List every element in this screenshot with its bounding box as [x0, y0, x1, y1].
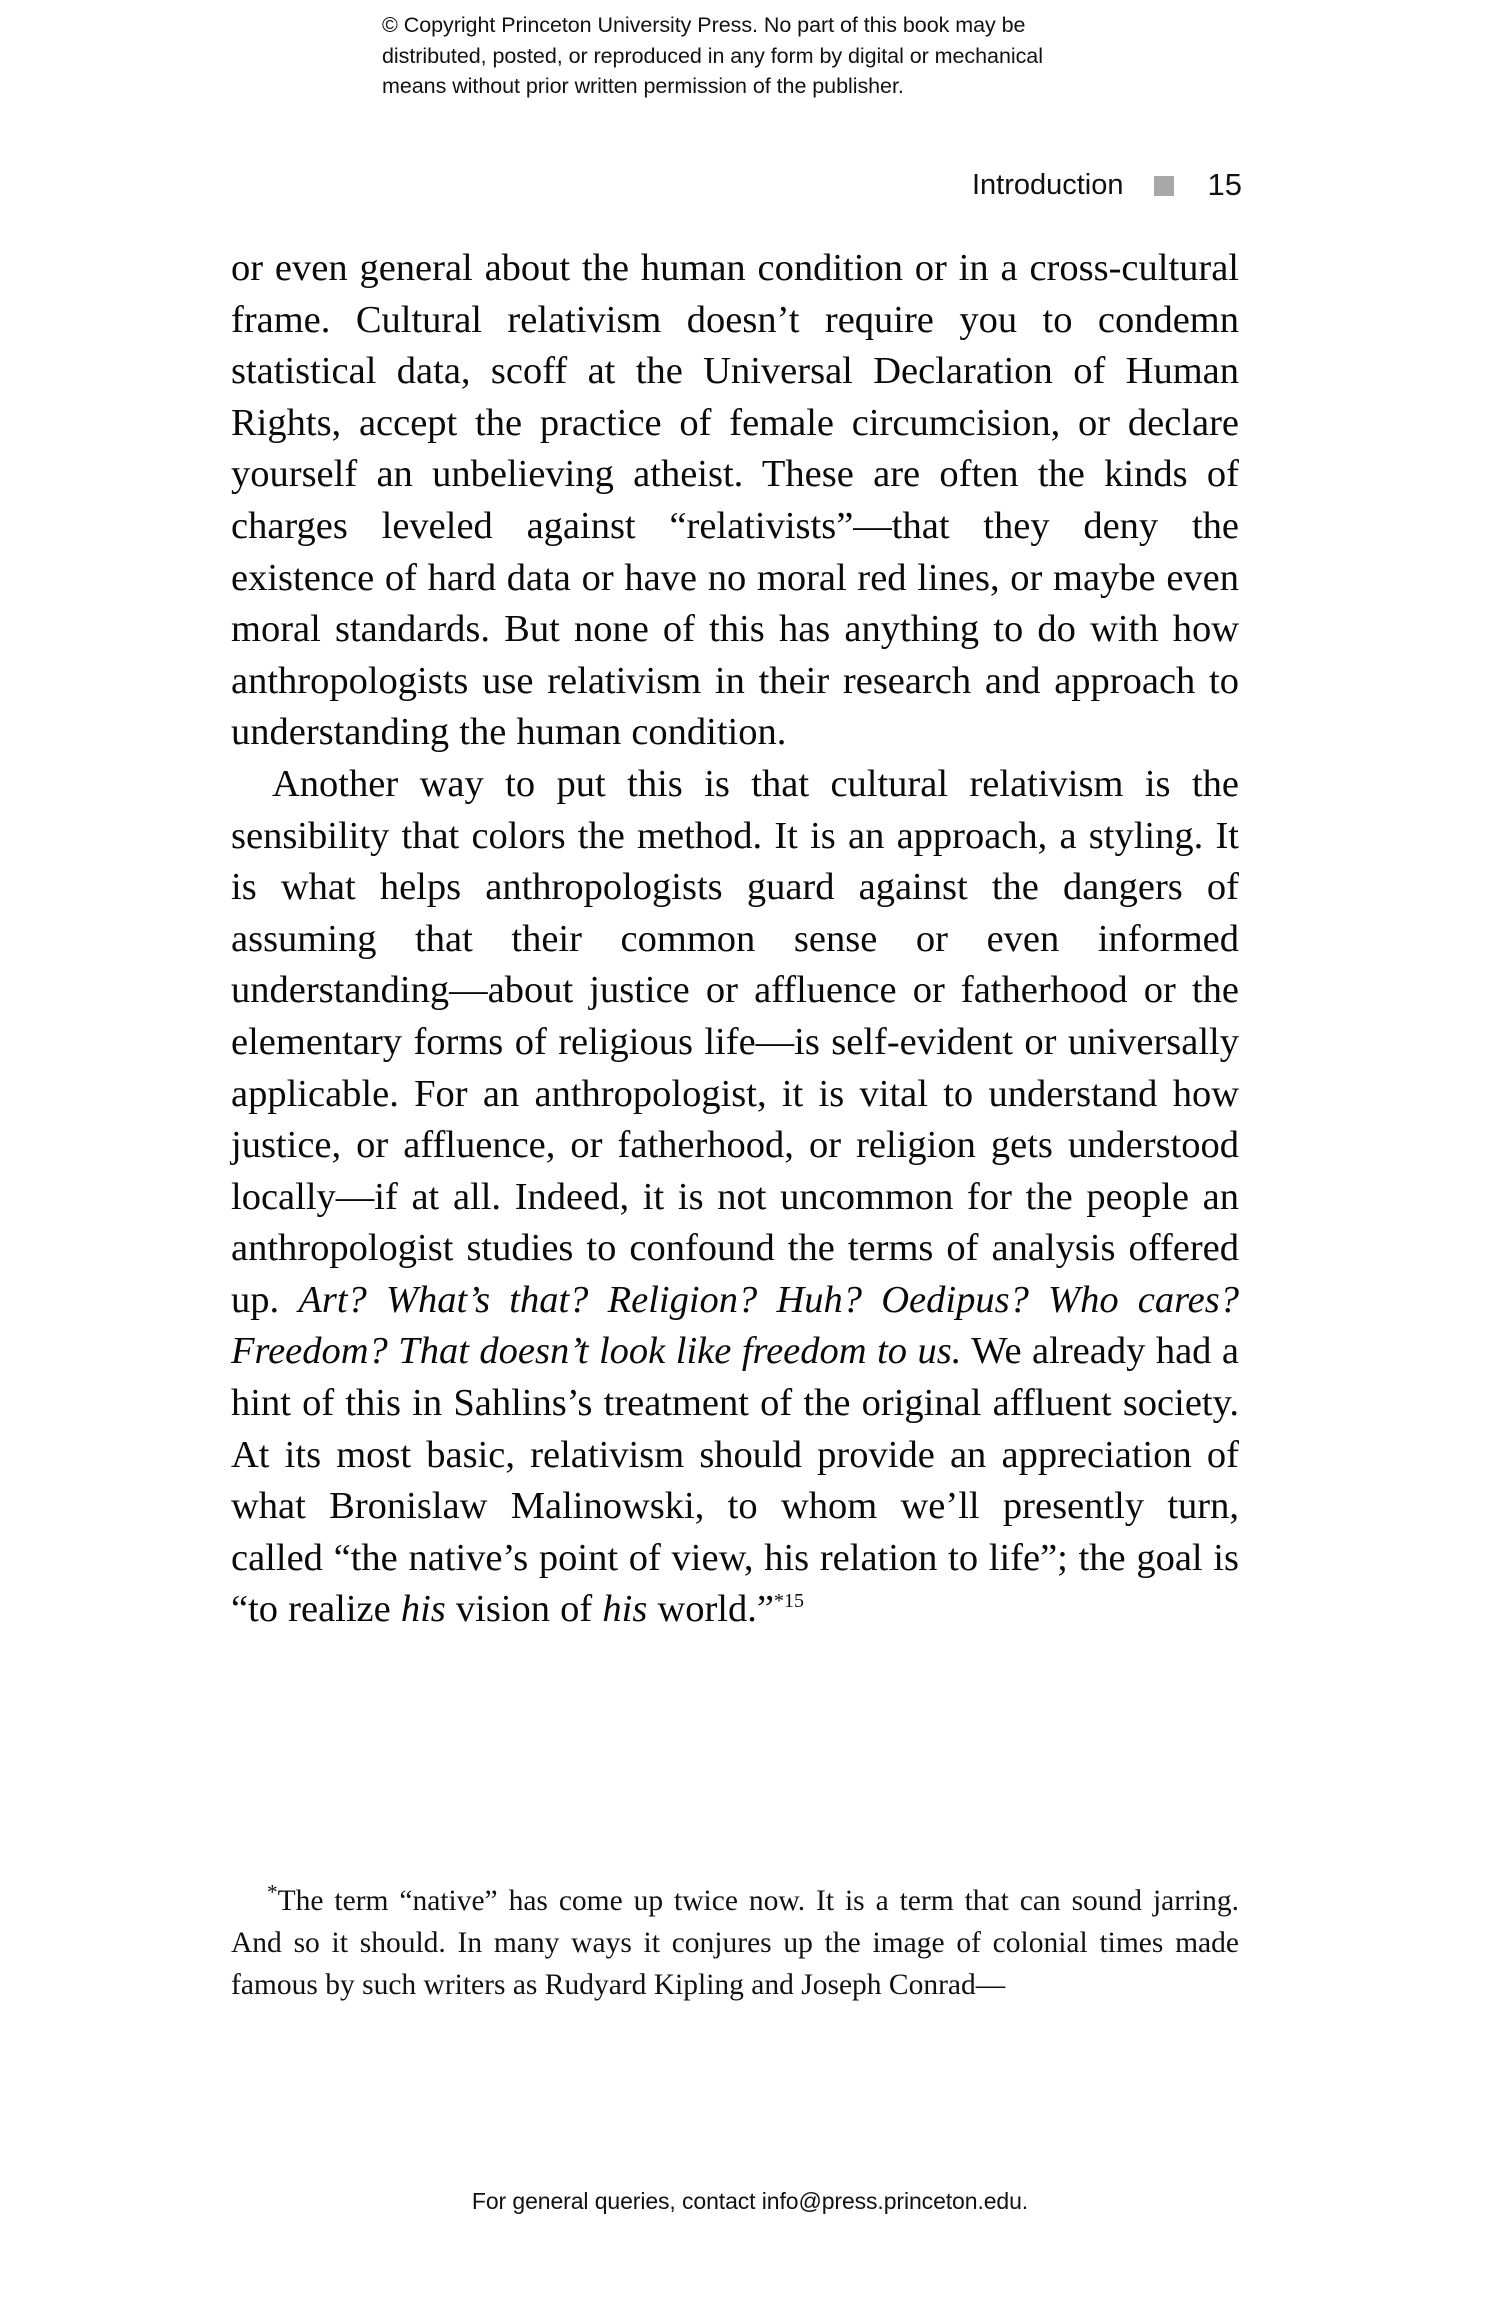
- paragraph-1: or even general about the human condition or in a cross-cultural frame. Cultural relativism doesn’t require you to condemn statistical data, scoff at the Universal Declaration of Human Rights, accept the practice of female circumcision, or declare yourself an unbelieving atheist. These are often the kinds of charges leveled against “relativists”—that they deny the existence of hard data or have no moral red lines, or maybe even moral standards. But none of this has anything to do with how anthropologists use relativism in their research and approach to understanding the human condition.: [231, 247, 1239, 754]
- footnote-star-marker: *: [267, 1880, 278, 1905]
- footnote-text: The term “native” has come up twice now. It is a term that can sound jarring. And so it should. In many ways it conjures up the image of colonial times made famous by such writers as Rudyard Kipling and Joseph Conrad—: [231, 1885, 1239, 2001]
- paragraph-2-part-4: world.”: [647, 1588, 774, 1631]
- paragraph-2-italic-questions: Art? What’s that? Religion? Huh? Oedipus? Who cares? Freedom? That doesn’t look like freedom to us.: [231, 1278, 1239, 1373]
- general-queries-footer: For general queries, contact info@press.princeton.edu.: [471, 2188, 1029, 2214]
- paragraph-2-part-3: vision of: [445, 1588, 603, 1631]
- copyright-notice: [382, 10, 1212, 102]
- footnote-reference-marker[interactable]: *15: [773, 1590, 805, 1613]
- copyright-line-3: means without prior written permission of the publisher.: [382, 74, 904, 98]
- square-ornament-icon: [1154, 176, 1174, 196]
- copyright-line-2: distributed, posted, or reproduced in any form by digital or mechanical: [382, 43, 1043, 68]
- footnote-block: [231, 1880, 1239, 2006]
- paragraph-2: [231, 759, 1239, 1636]
- page-number: 15: [1207, 167, 1242, 202]
- running-head-title: Introduction: [971, 168, 1124, 201]
- body-text-column: [231, 243, 1239, 1636]
- paragraph-2-part-1: Another way to put this is that cultural relativism is the sensibility that colors the method. It is an approach, a styling. It is what helps anthropologists guard against the dangers of assuming that their common sense or even informed understanding—about justice or affluence or fatherhood or the elementary forms of religious life—is self-evident or universally applicable. For an anthropologist, it is vital to understand how justice, or affluence, or fatherhood, or religion gets understood locally—if at all. Indeed, it is not uncommon for the people an anthropologist studies to confound the terms of analysis offered up.: [231, 762, 1239, 1321]
- copyright-line-1: © Copyright Princeton University Press. No part of this book may be: [382, 13, 1026, 37]
- paragraph-2-italic-his-1: his: [400, 1588, 446, 1631]
- paragraph-2-part-2: We already had a hint of this in Sahlins’s treatment of the original affluent society. At its most basic, relativism should provide an appreciation of what Bronislaw Malinowski, to whom we’ll presently turn, called “the native’s point of view, his relation to life”; the goal is “to realize: [231, 1330, 1240, 1631]
- running-head: [972, 167, 1242, 203]
- paragraph-2-italic-his-2: his: [602, 1588, 648, 1631]
